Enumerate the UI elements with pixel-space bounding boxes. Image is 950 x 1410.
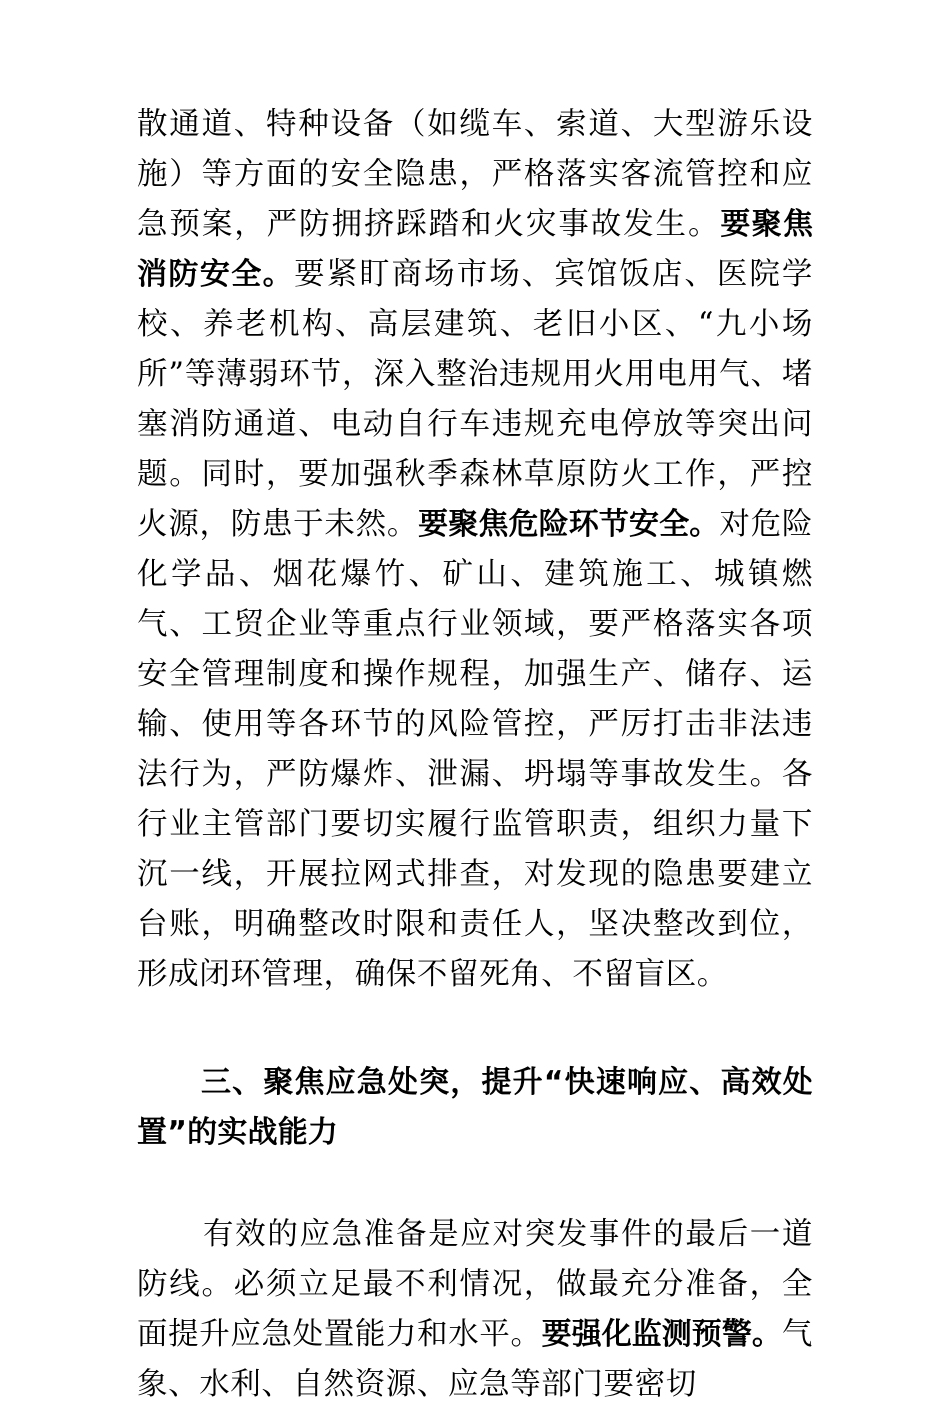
section-heading-three: 三、聚焦应急处突，提升“快速响应、高效处置”的实战能力 [137,1065,813,1150]
document-text-column [137,100,813,1410]
bold-lead-fire-safety: 要聚焦消防安全。 [137,207,813,292]
paragraph-safety-hazards [137,100,813,1000]
spacer-above-heading [137,1000,813,1058]
spacer-below-heading [137,1158,813,1210]
paragraph-emergency-preparedness [137,1210,813,1410]
text-run-safety-hazards-2: 要紧盯商场市场、宾馆饭店、医院学校、养老机构、高层建筑、老旧小区、“九小场所”等薄弱环节，深入整治违规用火用电用气、堵塞消防通道、电动自行车违规充电停放等突出问题。同时，要加强秋季森林草原防火工作，严控火源，防患于未然。 [137,257,814,542]
bold-lead-hazardous-links: 要聚焦危险环节安全。 [418,507,720,542]
bold-lead-monitoring-warning: 要强化监测预警。 [541,1317,782,1352]
text-run-safety-hazards-1: 散通道、特种设备（如缆车、索道、大型游乐设施）等方面的安全隐患，严格落实客流管控和应急预案，严防拥挤踩踏和火灾事故发生。 [137,107,813,242]
text-run-safety-hazards-3: 对危险化学品、烟花爆竹、矿山、建筑施工、城镇燃气、工贸企业等重点行业领域，要严格落实各项安全管理制度和操作规程，加强生产、储存、运输、使用等各环节的风险管控，严厉打击非法违法行为，严防爆炸、泄漏、坍塌等事故发生。各行业主管部门要切实履行监管职责，组织力量下沉一线，开展拉网式排查，对发现的隐患要建立台账，明确整改时限和责任人，坚决整改到位，形成闭环管理，确保不留死角、不留盲区。 [137,507,813,992]
text-run-emergency-1: 有效的应急准备是应对突发事件的最后一道防线。必须立足最不利情况，做最充分准备，全面提升应急处置能力和水平。 [137,1217,813,1352]
text-run-emergency-2: 气象、水利、自然资源、应急等部门要密切 [137,1317,814,1402]
